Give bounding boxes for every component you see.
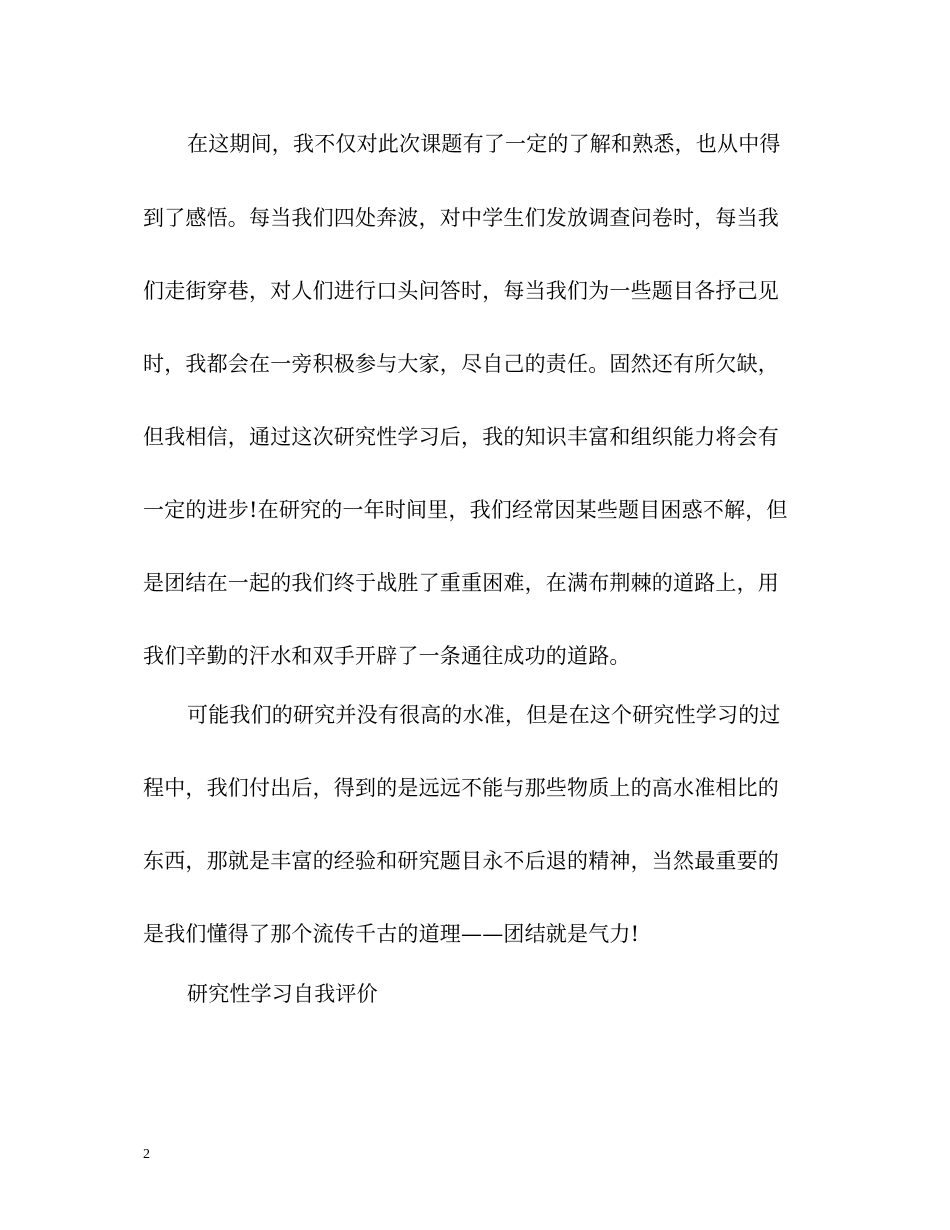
paragraph-1-line-1: 在这期间，我不仅对此次课题有了一定的了解和熟悉，也从中得 bbox=[187, 132, 781, 156]
paragraph-1-line-4: 时，我都会在一旁积极参与大家，尽自己的责任。固然还有所欠缺， bbox=[143, 352, 779, 376]
paragraph-1-line-7: 是团结在一起的我们终于战胜了重重困难，在满布荆棘的道路上，用 bbox=[143, 571, 779, 595]
page-number: 2 bbox=[143, 1147, 150, 1162]
paragraph-1-line-3: 们走街穿巷，对人们进行口头问答时，每当我们为一些题目各抒己见 bbox=[143, 279, 779, 303]
paragraph-2-line-4: 是我们懂得了那个流传千古的道理——团结就是气力! bbox=[143, 922, 640, 946]
paragraph-2-line-2: 程中，我们付出后，得到的是远远不能与那些物质上的高水准相比的 bbox=[143, 776, 779, 800]
paragraph-1-line-6: 一定的进步!在研究的一年时间里，我们经常因某些题目困惑不解，但 bbox=[143, 498, 788, 522]
paragraph-1-line-2: 到了感悟。每当我们四处奔波，对中学生们发放调查问卷时，每当我 bbox=[143, 206, 779, 230]
section-heading: 研究性学习自我评价 bbox=[187, 982, 378, 1006]
paragraph-1-line-8: 我们辛勤的汗水和双手开辟了一条通往成功的道路。 bbox=[143, 644, 631, 668]
paragraph-2-line-3: 东西，那就是丰富的经验和研究题目永不后退的精神，当然最重要的 bbox=[143, 849, 779, 873]
paragraph-2-line-1: 可能我们的研究并没有很高的水准，但是在这个研究性学习的过 bbox=[187, 703, 781, 727]
paragraph-1-line-5: 但我相信，通过这次研究性学习后，我的知识丰富和组织能力将会有 bbox=[143, 425, 779, 449]
